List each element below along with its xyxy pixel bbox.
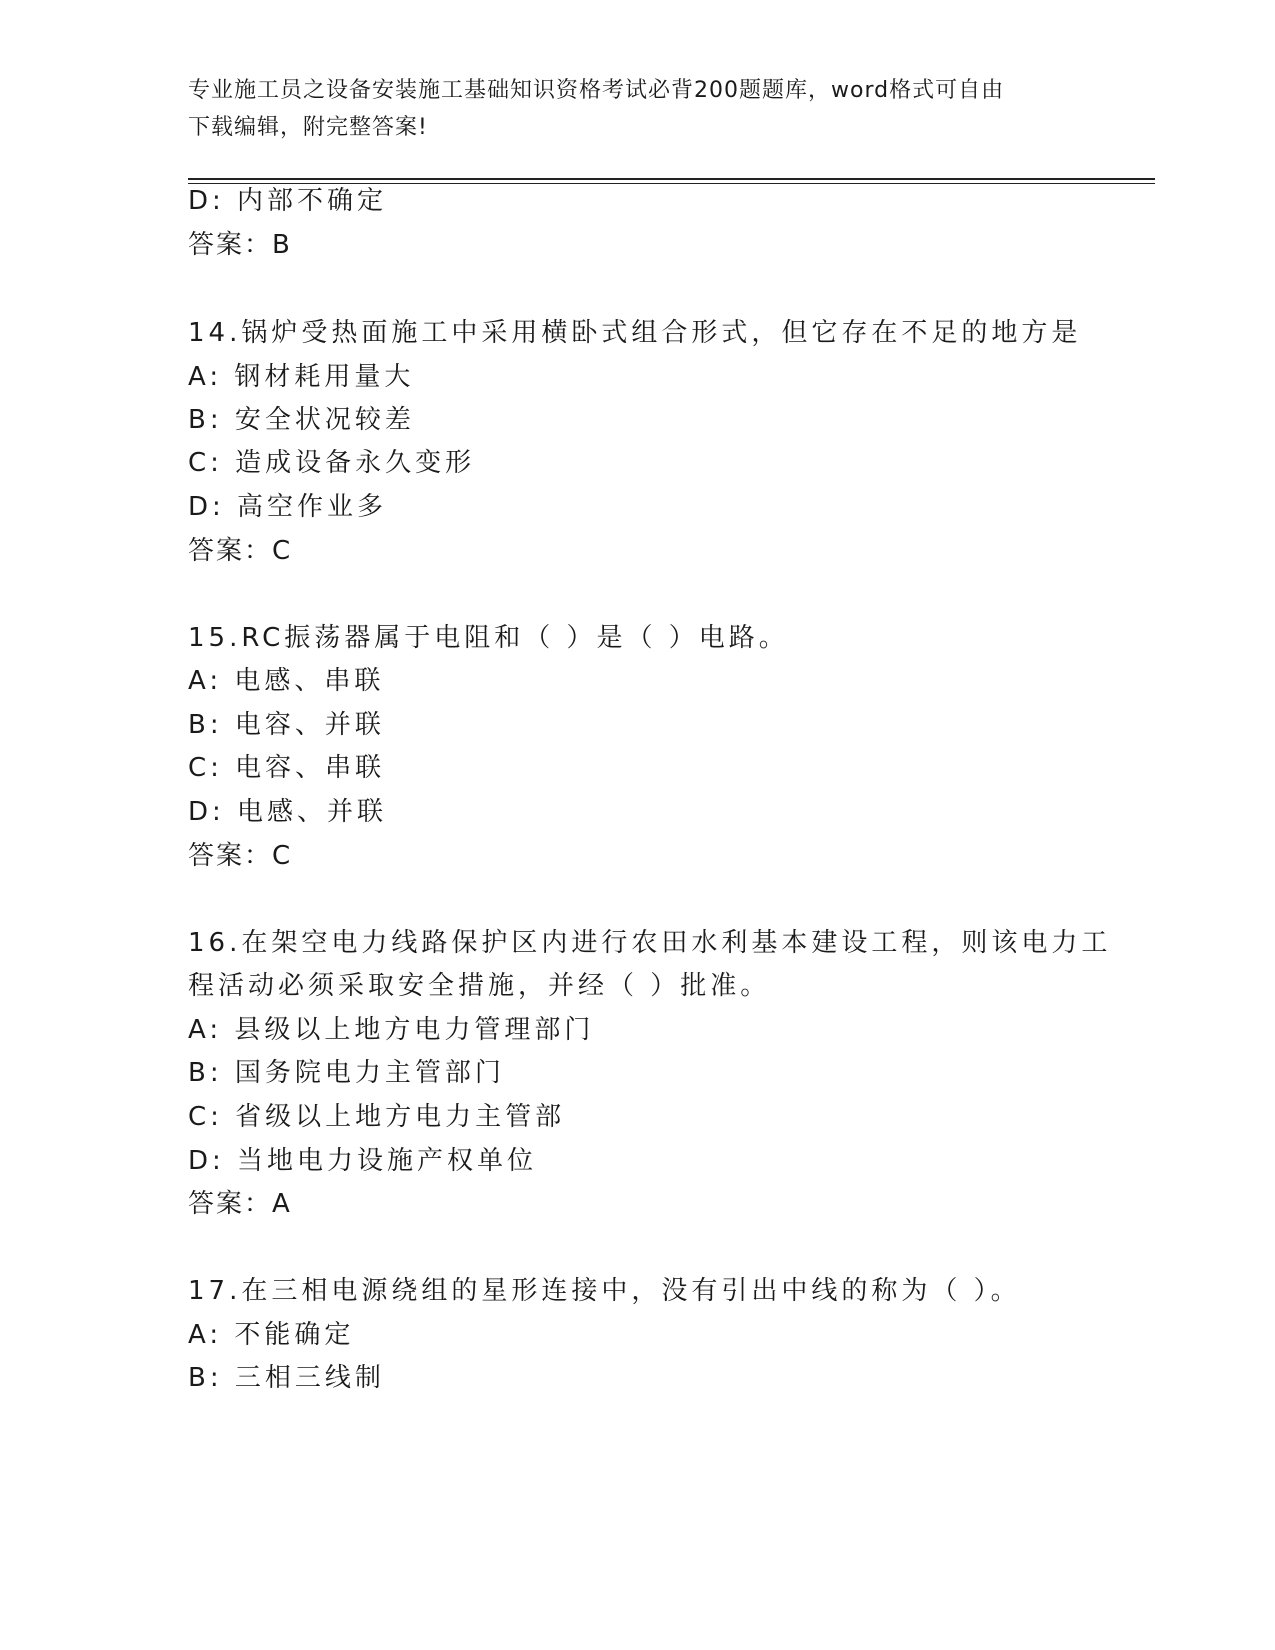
q15-option-d: D: 电感、并联 [188,797,388,827]
q15-option-c: C: 电容、串联 [188,753,386,783]
q16-question-line-2: 程活动必须采取安全措施，并经（ ）批准。 [188,971,771,1001]
q16-question-line-1: 16.在架空电力线路保护区内进行农田水利基本建设工程，则该电力工 [188,928,1112,958]
document-header [188,72,1068,146]
q14-option-b: B: 安全状况较差 [188,405,415,435]
q13-answer: 答案：B [188,230,292,260]
header-line-2: 下载编辑，附完整答案! [188,115,428,140]
q16-option-b: B: 国务院电力主管部门 [188,1058,505,1088]
q16-option-a: A: 县级以上地方电力管理部门 [188,1015,595,1045]
q15-answer: 答案：C [188,841,293,871]
header-line-1: 专业施工员之设备安装施工基础知识资格考试必背200题题库，word格式可自由 [188,78,1005,103]
q16-answer: 答案：A [188,1189,292,1219]
q13-option-d: D: 内部不确定 [188,186,388,216]
q14-option-c: C: 造成设备永久变形 [188,448,476,478]
q14-question: 14.锅炉受热面施工中采用横卧式组合形式，但它存在不足的地方是 [188,318,1082,348]
header-divider-thick [188,178,1155,180]
q14-option-a: A: 钢材耗用量大 [188,362,415,392]
q17-option-b: B: 三相三线制 [188,1363,385,1393]
q16-option-c: C: 省级以上地方电力主管部 [188,1102,566,1132]
q16-option-d: D: 当地电力设施产权单位 [188,1146,538,1176]
q14-option-d: D: 高空作业多 [188,492,388,522]
q15-question: 15.RC振荡器属于电阻和（ ）是（ ）电路。 [188,623,789,653]
q15-option-a: A: 电感、串联 [188,666,385,696]
q14-answer: 答案：C [188,536,293,566]
q15-option-b: B: 电容、并联 [188,710,385,740]
q17-option-a: A: 不能确定 [188,1320,355,1350]
q17-question: 17.在三相电源绕组的星形连接中，没有引出中线的称为（ ）。 [188,1276,1021,1306]
